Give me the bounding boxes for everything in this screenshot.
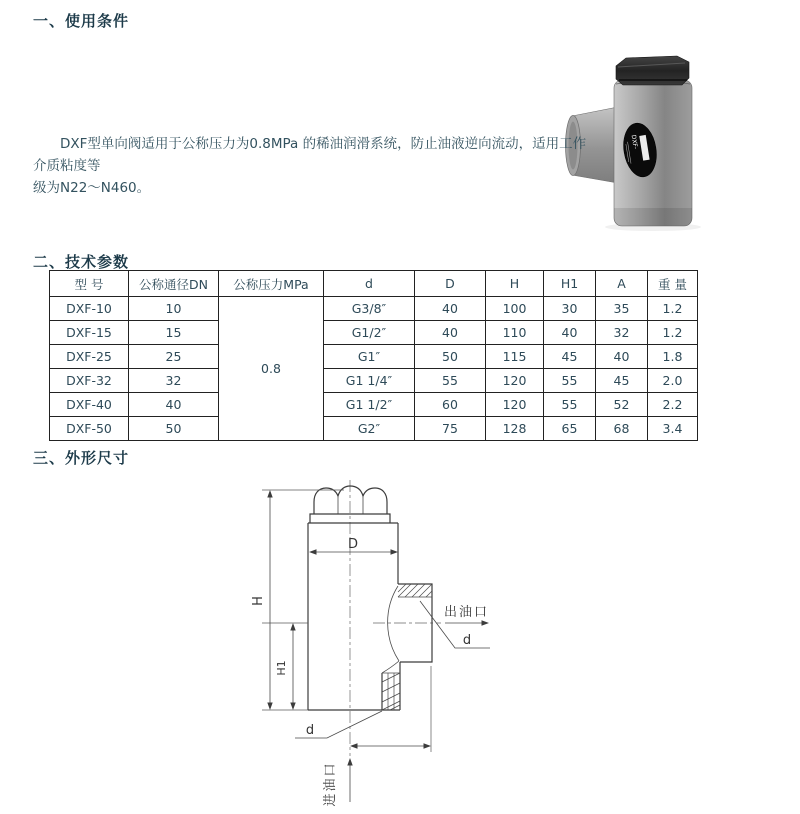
params-table-wrap xyxy=(49,270,698,441)
centerlines xyxy=(347,480,441,756)
label-d-bottom: d xyxy=(305,723,315,738)
valve-hex-cap xyxy=(616,56,689,85)
table-cell: 1.2 xyxy=(648,297,698,321)
table-cell: 100 xyxy=(486,297,544,321)
table-cell: 32 xyxy=(129,369,219,393)
table-cell: G1 1/2″ xyxy=(324,393,415,417)
table-cell: 2.0 xyxy=(648,369,698,393)
table-cell: 115 xyxy=(486,345,544,369)
table-cell: DXF-40 xyxy=(50,393,129,417)
table-cell: 55 xyxy=(544,393,596,417)
table-cell: 60 xyxy=(415,393,486,417)
table-cell: 50 xyxy=(415,345,486,369)
table-cell: G2″ xyxy=(324,417,415,441)
extension-lines xyxy=(262,490,431,752)
table-cell: 40 xyxy=(596,345,648,369)
pressure-merged-cell: 0.8 xyxy=(219,297,324,441)
table-cell: 32 xyxy=(596,321,648,345)
table-row xyxy=(50,393,698,417)
table-cell: 68 xyxy=(596,417,648,441)
column-header: 型 号 xyxy=(50,271,129,297)
section3-heading: 三、外形尺寸 xyxy=(33,449,130,467)
column-header: 公称压力MPa xyxy=(219,271,324,297)
column-header: A xyxy=(596,271,648,297)
column-header: d xyxy=(324,271,415,297)
table-cell: 40 xyxy=(415,321,486,345)
usage-paragraph xyxy=(33,133,599,199)
section1-heading: 一、使用条件 xyxy=(33,12,130,30)
table-cell: 120 xyxy=(486,393,544,417)
table-cell: 2.2 xyxy=(648,393,698,417)
valve-photo-art xyxy=(556,28,800,232)
bottom-port-hatch xyxy=(382,673,400,710)
table-row xyxy=(50,369,698,393)
paragraph-line: 级为N22～N460。 xyxy=(33,180,151,196)
table-cell: G1″ xyxy=(324,345,415,369)
outlet-label: 出油口 xyxy=(444,605,490,620)
table-cell: G3/8″ xyxy=(324,297,415,321)
table-cell: 55 xyxy=(544,369,596,393)
params-table-body xyxy=(50,297,698,441)
table-cell: 40 xyxy=(544,321,596,345)
table-cell: 50 xyxy=(129,417,219,441)
dimension-H1 xyxy=(275,623,296,710)
valve-drawing-art xyxy=(230,470,530,810)
table-cell: 30 xyxy=(544,297,596,321)
column-header: 公称通径DN xyxy=(129,271,219,297)
table-cell: DXF-15 xyxy=(50,321,129,345)
product-photo xyxy=(556,28,800,232)
table-cell: 128 xyxy=(486,417,544,441)
dimension-D xyxy=(309,537,398,555)
table-cell: 120 xyxy=(486,369,544,393)
label-D: D xyxy=(347,537,359,552)
table-cell: 52 xyxy=(596,393,648,417)
table-cell: 65 xyxy=(544,417,596,441)
params-table xyxy=(49,270,698,441)
table-cell: 55 xyxy=(415,369,486,393)
table-header-row xyxy=(50,271,698,297)
table-row xyxy=(50,417,698,441)
dimension-H xyxy=(251,490,273,710)
label-d-side: d xyxy=(462,633,472,648)
label-H: H xyxy=(251,596,266,606)
inlet-label-group xyxy=(322,758,353,807)
section2-heading: 二、技术参数 xyxy=(33,253,130,271)
nameplate-text: DXF- xyxy=(629,134,639,150)
table-cell: 45 xyxy=(544,345,596,369)
table-cell: 35 xyxy=(596,297,648,321)
table-cell: DXF-50 xyxy=(50,417,129,441)
table-cell: 1.8 xyxy=(648,345,698,369)
table-cell: DXF-10 xyxy=(50,297,129,321)
table-cell: DXF-25 xyxy=(50,345,129,369)
table-cell: 25 xyxy=(129,345,219,369)
column-header: H xyxy=(486,271,544,297)
dimension-bottom xyxy=(350,743,431,748)
column-header: 重 量 xyxy=(648,271,698,297)
table-row xyxy=(50,321,698,345)
table-row xyxy=(50,297,698,321)
table-cell: 15 xyxy=(129,321,219,345)
bottom-thread-label-group xyxy=(295,711,382,738)
table-cell: 45 xyxy=(596,369,648,393)
table-cell: G1 1/4″ xyxy=(324,369,415,393)
table-cell: 10 xyxy=(129,297,219,321)
table-cell: 75 xyxy=(415,417,486,441)
side-port-hatch xyxy=(398,584,432,597)
label-H1: H1 xyxy=(275,660,288,676)
inlet-label: 进油口 xyxy=(323,761,338,807)
table-cell: 3.4 xyxy=(648,417,698,441)
table-row xyxy=(50,345,698,369)
dimension-drawing xyxy=(230,470,530,810)
table-cell: 40 xyxy=(415,297,486,321)
table-cell: G1/2″ xyxy=(324,321,415,345)
outlet-label-group xyxy=(444,604,489,626)
bottom-port-outline xyxy=(382,661,400,710)
column-header: H1 xyxy=(544,271,596,297)
table-cell: 1.2 xyxy=(648,321,698,345)
column-header: D xyxy=(415,271,486,297)
table-cell: DXF-32 xyxy=(50,369,129,393)
table-cell: 110 xyxy=(486,321,544,345)
table-cell: 40 xyxy=(129,393,219,417)
paragraph-line: DXF型单向阀适用于公称压力为0.8MPa 的稀油润滑系统，防止油液逆向流动，适用工作介质粘度等 xyxy=(33,136,587,174)
